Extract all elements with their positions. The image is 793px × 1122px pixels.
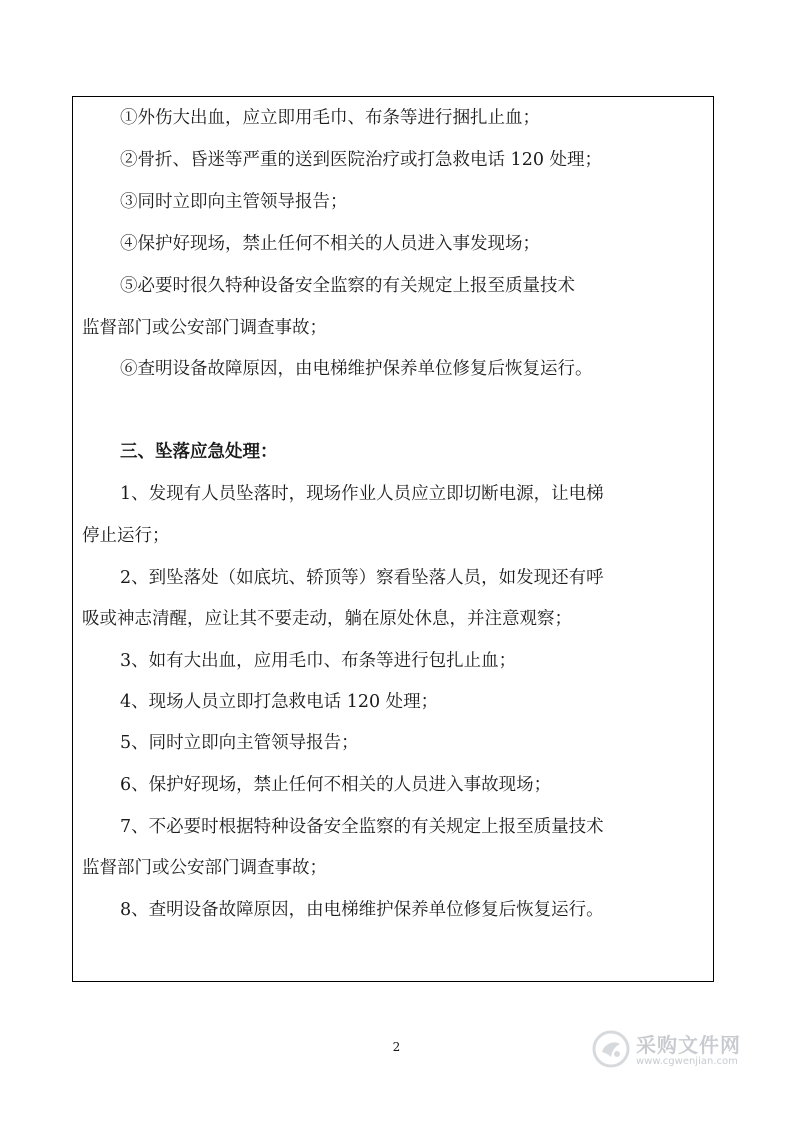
item-line: ⑥查明设备故障原因，由电梯维护保养单位修复后恢复运行。: [120, 359, 593, 379]
item-line: ⑤必要时很久特种设备安全监察的有关规定上报至质量技术: [120, 276, 575, 296]
item-line: 6、保护好现场，禁止任何不相关的人员进入事故现场；: [120, 775, 552, 795]
item-line: ②骨折、昏迷等严重的送到医院治疗或打急救电话 120 处理；: [120, 150, 603, 170]
item-line-continuation: 吸或神志清醒，应让其不要走动，躺在原处休息，并注意观察；: [82, 609, 572, 629]
item-line-continuation: 监督部门或公安部门调查事故；: [82, 858, 327, 878]
item-line: ③同时立即向主管领导报告；: [120, 192, 348, 212]
watermark: [592, 1026, 752, 1074]
item-line-continuation: 监督部门或公安部门调查事故；: [82, 318, 327, 338]
watermark-logo-icon: [592, 1030, 630, 1068]
page-number: 2: [392, 1040, 401, 1054]
watermark-title: 采购文件网: [636, 1033, 741, 1057]
item-line-continuation: 停止运行；: [82, 526, 170, 546]
item-line: ①外伤大出血，应立即用毛巾、布条等进行捆扎止血；: [120, 108, 540, 128]
item-line: 4、现场人员立即打急救电话 120 处理；: [120, 692, 439, 712]
section-heading: 三、坠落应急处理：: [120, 442, 278, 462]
item-line: 7、不必要时根据特种设备安全监察的有关规定上报至质量技术: [120, 817, 604, 837]
item-line: 1、发现有人员坠落时，现场作业人员应立即切断电源，让电梯: [120, 484, 604, 504]
item-line: 5、同时立即向主管领导报告；: [120, 733, 359, 753]
item-line: 3、如有大出血，应用毛巾、布条等进行包扎止血；: [120, 651, 517, 671]
watermark-url: www.cgwenjian.com: [636, 1056, 738, 1067]
item-line: ④保护好现场，禁止任何不相关的人员进入事发现场；: [120, 234, 540, 254]
item-line: 2、到坠落处（如底坑、轿顶等）察看坠落人员，如发现还有呼: [120, 568, 604, 588]
item-line: 8、查明设备故障原因，由电梯维护保养单位修复后恢复运行。: [120, 900, 604, 920]
